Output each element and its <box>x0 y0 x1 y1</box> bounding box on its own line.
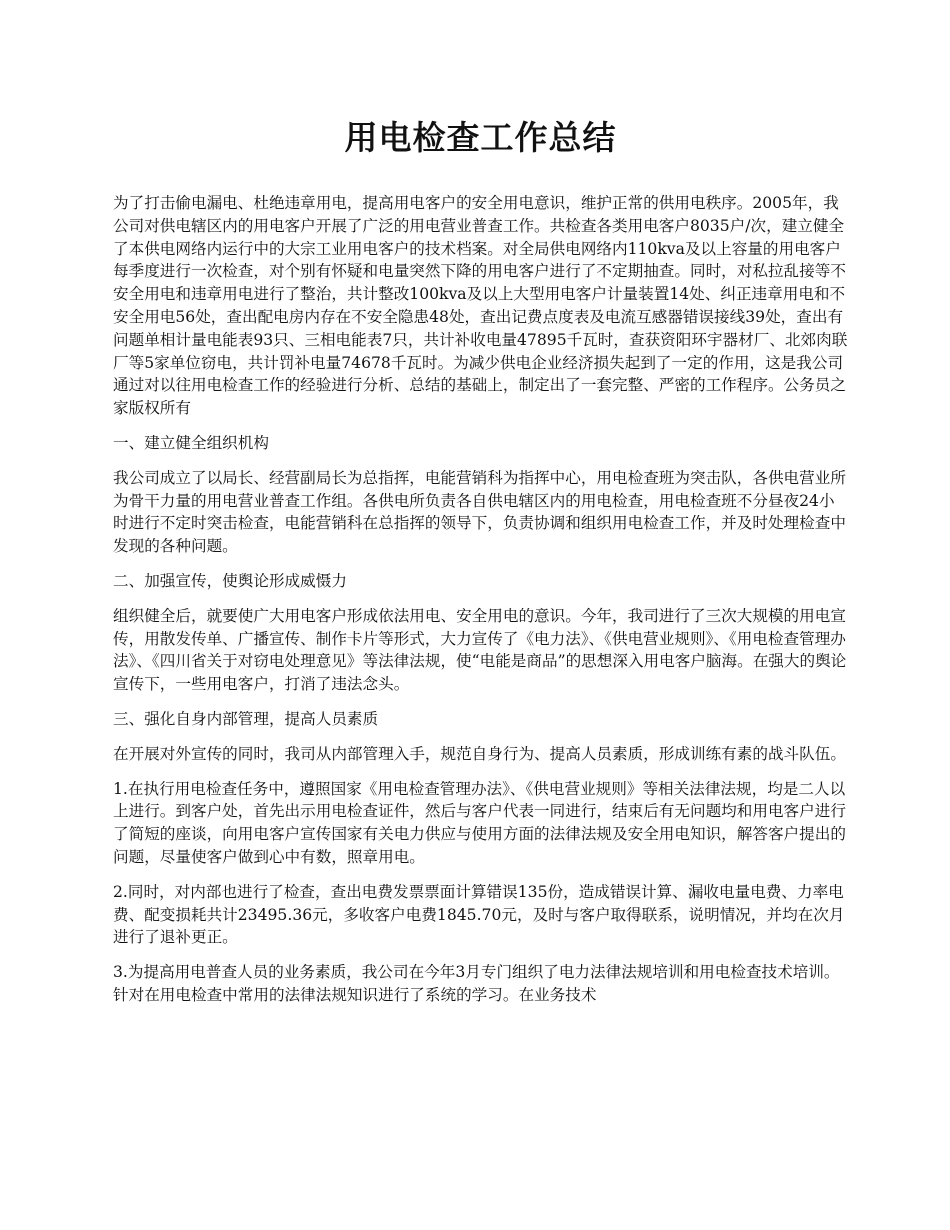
section-heading-1: 一、建立健全组织机构 <box>113 433 269 452</box>
document-title: 用电检查工作总结 <box>344 118 617 157</box>
numbered-paragraph-3: 3.为提高用电普查人员的业务素质，我公司在今年3月专门组织了电力法律法规培训和用电检查技术培训。针对在用电检查中常用的法律法规知识进行了系统的学习。在业务技术 <box>113 963 840 1004</box>
section-1-paragraph: 我公司成立了以局长、经营副局长为总指挥，电能营销科为指挥中心，用电检查班为突击队，各供电营业所为骨干力量的用电营业普查工作组。各供电所负责各自供电辖区内的用电检查，用电检查班不分昼夜24小时进行不定时突击检查，电能营销科在总指挥的领导下，负责协调和组织用电检查工作，并及时处理检查中发现的各种问题。 <box>113 468 846 556</box>
section-heading-2: 二、加强宣传，使舆论形成威慑力 <box>113 571 347 590</box>
section-2-paragraph: 组织健全后，就要使广大用电客户形成依法用电、安全用电的意识。今年，我司进行了三次大规模的用电宣传，用散发传单、广播宣传、制作卡片等形式，大力宣传了《电力法》、《供电营业规则》、《用电检查管理办法》、《四川省关于对窃电处理意见》等法律法规，使“电能是商品”的思想深入用电客户脑海。在强大的舆论宣传下，一些用电客户，打消了违法念头。 <box>113 606 847 694</box>
section-heading-3: 三、强化自身内部管理，提高人员素质 <box>113 709 379 728</box>
numbered-paragraph-1: 1.在执行用电检查任务中，遵照国家《用电检查管理办法》、《供电营业规则》等相关法律法规，均是二人以上进行。到客户处，首先出示用电检查证件，然后与客户代表一同进行，结束后有无问题均和用电客户进行了简短的座谈，向用电客户宣传国家有关电力供应与使用方面的法律法规及安全用电知识，解答客户提出的问题，尽量使客户做到心中有数，照章用电。 <box>113 779 846 866</box>
numbered-paragraph-2: 2.同时，对内部也进行了检查，查出电费发票票面计算错误135份，造成错误计算、漏收电量电费、力率电费、配变损耗共计23495.36元，多收客户电费1845.70元，及时与客户取得联系，说明情况，并均在次月进行了退补更正。 <box>113 882 845 947</box>
document-page <box>113 112 848 1019</box>
section-3-paragraph: 在开展对外宣传的同时，我司从内部管理入手，规范自身行为、提高人员素质，形成训练有素的战斗队伍。 <box>113 744 846 763</box>
intro-paragraph: 为了打击偷电漏电、杜绝违章用电，提高用电客户的安全用电意识，维护正常的供用电秩序。2005年，我公司对供电辖区内的用电客户开展了广泛的用电营业普查工作。共检查各类用电客户8035户/次，建立健全了本供电网络内运行中的大宗工业用电客户的技术档案。对全局供电网络内110kva及以上容量的用电客户每季度进行一次检查，对个别有怀疑和电量突然下降的用电客户进行了不定期抽查。同时，对私拉乱接等不安全用电和违章用电进行了整治，共计整改100kva及以上大型用电客户计量装置14处、纠正违章用电和不安全用电56处，查出配电房内存在不安全隐患48处，查出记费点度表及电流互感器错误接线39处，查出有问题单相计量电能表93只、三相电能表7只，共计补收电量47895千瓦时，查获资阳环宇器材厂、北郊肉联厂等5家单位窃电，共计罚补电量74678千瓦时。为减少供电企业经济损失起到了一定的作用，这是我公司通过对以往用电检查工作的经验进行分析、总结的基础上，制定出了一套完整、严密的工作程序。公务员之家版权所有 <box>113 194 848 418</box>
